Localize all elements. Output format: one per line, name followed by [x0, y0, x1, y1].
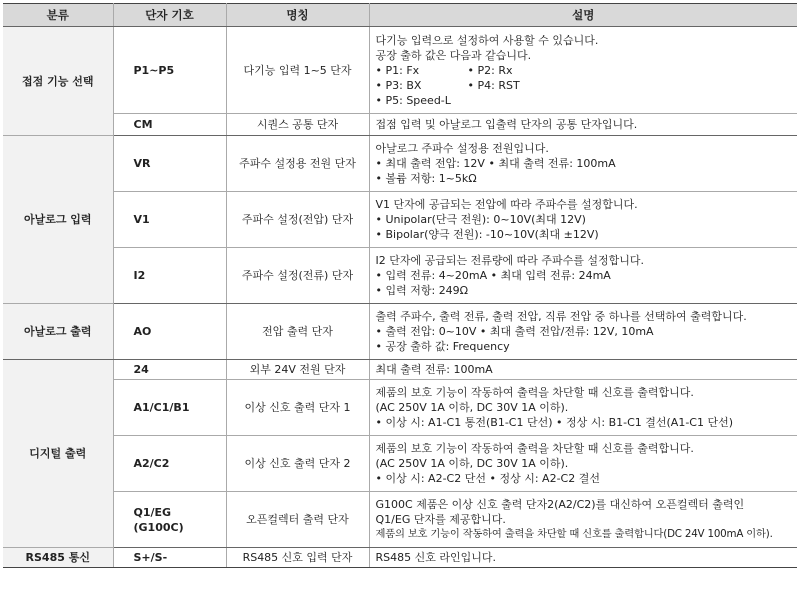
desc-line: • 공장 출하 값: Frequency	[375, 340, 510, 353]
header-row	[3, 4, 797, 27]
desc-line: 다기능 입력으로 설정하여 사용할 수 있습니다.	[375, 33, 599, 47]
table-row	[3, 248, 797, 304]
terminal-spec-table	[3, 3, 797, 568]
desc-line	[376, 63, 792, 78]
symbol-cell: P1~P5	[113, 27, 226, 114]
table-row	[3, 114, 797, 136]
description-cell	[369, 192, 797, 248]
desc-line: V1 단자에 공급되는 전압에 따라 주파수를 설정합니다.	[375, 198, 638, 211]
table-row	[3, 436, 797, 492]
name-cell: 다기능 입력 1~5 단자	[226, 27, 369, 114]
header-name: 명칭	[226, 4, 369, 27]
desc-line: • 최대 출력 전압: 12V • 최대 출력 전류: 100mA	[375, 157, 616, 170]
desc-line	[376, 78, 792, 93]
category-analog-input: 아날로그 입력	[3, 136, 113, 304]
header-description: 설명	[369, 4, 797, 27]
symbol-cell: A2/C2	[113, 436, 226, 492]
category-digital-output: 디지털 출력	[3, 360, 113, 548]
category-contact: 접점 기능 선택	[3, 27, 113, 136]
desc-line: 출력 주파수, 출력 전류, 출력 전압, 직류 전압 중 하나를 선택하여 출력합니다.	[375, 310, 747, 323]
name-cell: 이상 신호 출력 단자 2	[226, 436, 369, 492]
bullet-p3: • P3: BX	[375, 78, 422, 92]
symbol-cell: V1	[113, 192, 226, 248]
name-cell: 주파수 설정용 전원 단자	[226, 136, 369, 192]
symbol-cell: CM	[113, 114, 226, 136]
symbol-line: (G100C)	[133, 520, 184, 534]
desc-line: • 출력 전압: 0~10V • 최대 출력 전압/전류: 12V, 10mA	[375, 325, 654, 338]
description-cell	[369, 248, 797, 304]
name-cell: 오픈컬렉터 출력 단자	[226, 492, 369, 548]
header-symbol: 단자 기호	[113, 4, 226, 27]
bullet-p2: • P2: Rx	[467, 63, 513, 77]
desc-line: G100C 제품은 이상 신호 출력 단자2(A2/C2)를 대신하여 오픈컬렉터 출력인	[375, 498, 745, 511]
desc-line: 아날로그 주파수 설정용 전원입니다.	[375, 142, 549, 155]
table-row	[3, 304, 797, 360]
symbol-cell: A1/C1/B1	[113, 380, 226, 436]
desc-line: I2 단자에 공급되는 전류량에 따라 주파수를 설정합니다.	[375, 254, 644, 267]
table-row	[3, 360, 797, 380]
desc-line: 공장 출하 값은 다음과 같습니다.	[375, 48, 532, 62]
desc-line: 제품의 보호 기능이 작동하여 출력을 차단할 때 신호를 출력합니다.	[375, 442, 694, 455]
desc-line: • Unipolar(단극 전원): 0~10V(최대 12V)	[375, 213, 586, 226]
symbol-cell: I2	[113, 248, 226, 304]
description-cell: RS485 신호 라인입니다.	[369, 548, 797, 568]
desc-line: • 이상 시: A1-C1 통전(B1-C1 단선) • 정상 시: B1-C1 결선(A1-C1 단선)	[375, 416, 734, 429]
table-row	[3, 136, 797, 192]
description-cell: 최대 출력 전류: 100mA	[369, 360, 797, 380]
name-cell: 전압 출력 단자	[226, 304, 369, 360]
description-cell	[369, 380, 797, 436]
desc-line: 제품의 보호 기능이 작동하여 출력을 차단할 때 신호를 출력합니다(DC 24V 100mA 이하).	[375, 528, 773, 540]
symbol-cell	[113, 492, 226, 548]
description-cell	[369, 436, 797, 492]
desc-line: • Bipolar(양극 전원): -10~10V(최대 ±12V)	[375, 228, 599, 241]
table-row	[3, 492, 797, 548]
name-cell: 주파수 설정(전류) 단자	[226, 248, 369, 304]
name-cell: 이상 신호 출력 단자 1	[226, 380, 369, 436]
bullet-p5: • P5: Speed-L	[375, 93, 451, 107]
bullet-p1: • P1: Fx	[375, 63, 420, 77]
table-row	[3, 192, 797, 248]
desc-line: (AC 250V 1A 이하, DC 30V 1A 이하).	[375, 401, 569, 414]
table-row	[3, 380, 797, 436]
symbol-line: Q1/EG	[133, 505, 172, 519]
category-rs485: RS485 통신	[3, 548, 113, 568]
desc-line: (AC 250V 1A 이하, DC 30V 1A 이하).	[375, 457, 569, 470]
symbol-cell: AO	[113, 304, 226, 360]
desc-line: • 볼륨 저항: 1~5kΩ	[375, 172, 477, 185]
name-cell: 시퀀스 공통 단자	[226, 114, 369, 136]
name-cell: 주파수 설정(전압) 단자	[226, 192, 369, 248]
desc-line: • 입력 전류: 4~20mA • 최대 입력 전류: 24mA	[375, 269, 611, 282]
description-cell	[369, 27, 797, 114]
table-row	[3, 27, 797, 114]
symbol-cell: S+/S-	[113, 548, 226, 568]
description-cell	[369, 304, 797, 360]
desc-line: • 이상 시: A2-C2 단선 • 정상 시: A2-C2 결선	[375, 472, 600, 485]
desc-line: Q1/EG 단자를 제공합니다.	[375, 513, 506, 526]
symbol-cell: VR	[113, 136, 226, 192]
desc-line: • 입력 저항: 249Ω	[375, 284, 469, 297]
description-cell	[369, 492, 797, 548]
name-cell: RS485 신호 입력 단자	[226, 548, 369, 568]
description-cell	[369, 136, 797, 192]
table-row	[3, 548, 797, 568]
symbol-cell: 24	[113, 360, 226, 380]
category-analog-output: 아날로그 출력	[3, 304, 113, 360]
desc-line: 제품의 보호 기능이 작동하여 출력을 차단할 때 신호를 출력합니다.	[375, 386, 694, 399]
header-category: 분류	[3, 4, 113, 27]
description-cell: 접점 입력 및 아날로그 입출력 단자의 공통 단자입니다.	[369, 114, 797, 136]
name-cell: 외부 24V 전원 단자	[226, 360, 369, 380]
bullet-p4: • P4: RST	[467, 78, 520, 92]
